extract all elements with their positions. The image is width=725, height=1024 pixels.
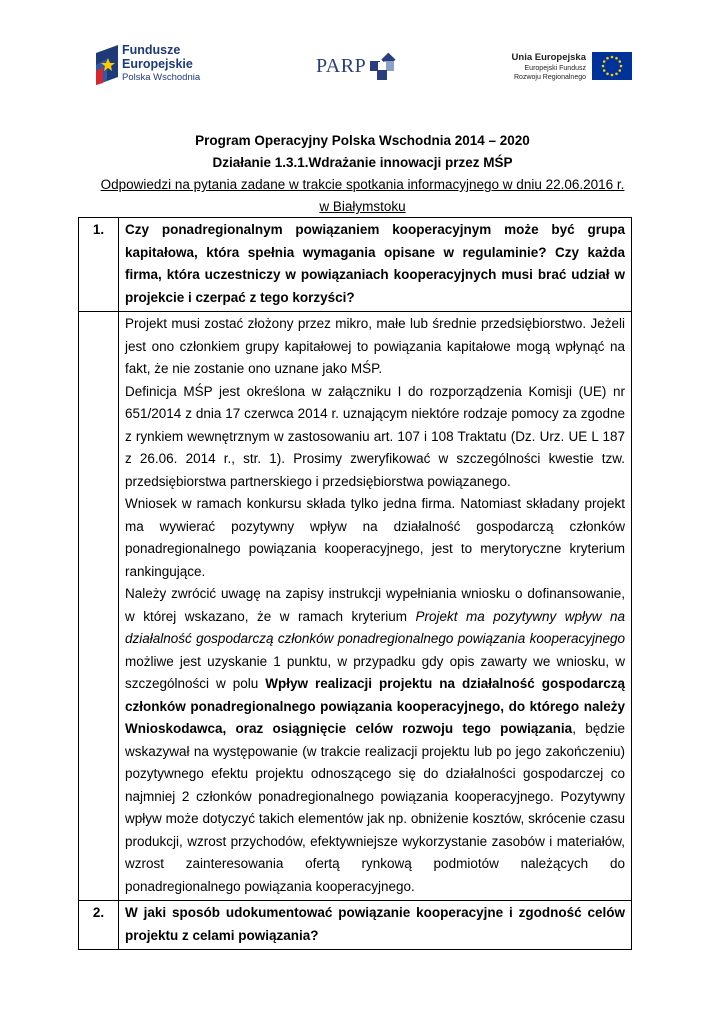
eu-logo-line3: Rozwoju Regionalnego: [514, 74, 586, 81]
eu-logo: [508, 52, 632, 86]
fundusze-europejskie-logo-icon: [94, 45, 120, 87]
answer-paragraph: Wniosek w ramach konkursu składa tylko jedna firma. Natomiast składany projekt ma wywierać pozytywny wpływ na działalność gospodarczą członków ponadregionalnego powiązania kooperacyjnego, jest to merytoryczne kryterium rankingujące.: [125, 496, 625, 579]
question-text: Czy ponadregionalnym powiązaniem kooperacyjnym może być grupa kapitałowa, która spełnia wymagania opisane w regulaminie? Czy każda firma, która uczestniczy w powiązaniach kooperacyjnych musi brać udział w projekcie i czerpać z tego korzyści?: [119, 218, 632, 312]
field-name: Wpływ realizacji projektu na działalność gospodarczą członków ponadregionalnego powiązania kooperacyjnego, do którego należy Wnioskodawca, oraz osiągnięcie celów rozwoju tego powiązania: [125, 676, 625, 736]
parp-logo-text: PARP: [316, 55, 367, 77]
eu-flag-icon: [592, 52, 632, 80]
question-text: W jaki sposób udokumentować powiązanie kooperacyjne i zgodność celów projektu z celami powiązania?: [119, 901, 632, 950]
fundusze-europejskie-logo: [94, 43, 204, 91]
answer-paragraph: Projekt musi zostać złożony przez mikro, małe lub średnie przedsiębiorstwo. Jeżeli jest ono członkiem grupy kapitałowej to powiązania kapitałowe mogą wpłynąć na fakt, że nie zostanie ono uznane jako MŚP.: [125, 316, 625, 376]
subtitle-line2: w Białymstoku: [319, 199, 406, 214]
question-number: 1.: [79, 218, 119, 312]
answer-paragraph: Definicja MŚP jest określona w załączniku I do rozporządzenia Komisji (UE) nr 651/2014 z dnia 17 czerwca 2014 r. uznającym niektóre rodzaje pomocy za zgodne z rynkiem wewnętrznym w zastosowaniu art. 107 i 108 Traktatu (Dz. Urz. UE L 187 z 26.06. 2014 r., str. 1). Prosimy zweryfikować w szczególności kwestie tzw. przedsiębiorstwa partnerskiego i przedsiębiorstwa powiązanego.: [125, 383, 625, 489]
answer-paragraph: [125, 583, 625, 898]
subtitle-line1: Odpowiedzi na pytania zadane w trakcie spotkania informacyjnego w dniu 22.06.2016 r.: [100, 177, 625, 192]
answer-text: możliwe jest uzyskanie 1 punktu, w przypadku gdy opis zawarty we wniosku, w szczególności w polu: [125, 653, 625, 691]
answer-text: , będzie wskazywał na występowanie (w trakcie realizacji projektu lub po jego zakończeniu) pozytywnego efektu projektu odnoszącego się do działalności gospodarczej co najmniej 2 członków ponadregionalnego powiązania kooperacyjnego. Pozytywny wpływ może dotyczyć takich elementów jak np. obniżenie kosztów, skrócenie czasu produkcji, wzrost przychodów, efektywniejsze wykorzystanie zasobów i materiałów, wzrost zainteresowania ofertą rynkową podmiotów należących do ponadregionalnego powiązania kooperacyjnego.: [125, 721, 625, 894]
eu-logo-line1: Unia Europejska: [511, 52, 586, 63]
question-number: 2.: [79, 901, 119, 950]
empty-cell: [79, 312, 119, 901]
fe-logo-line1: Fundusze: [122, 43, 181, 57]
eu-logo-line2: Europejski Fundusz: [524, 65, 586, 72]
fe-logo-line2: Europejskie: [122, 57, 193, 71]
qa-table: [78, 217, 632, 950]
fe-logo-line3: Polska Wschodnia: [122, 72, 201, 83]
table-row: [79, 218, 632, 312]
answer-text: Należy zwrócić uwagę na zapisy instrukcji wypełniania wniosku o dofinansowanie, w której wskazano, że w ramach kryterium: [125, 586, 625, 624]
document-titles: [94, 130, 631, 218]
parp-logo: [316, 52, 398, 82]
criterion-name: Projekt ma pozytywny wpływ na działalność gospodarczą członków ponadregionalnego powiązania kooperacyjnego: [125, 608, 625, 646]
program-title: Program Operacyjny Polska Wschodnia 2014 – 2020: [195, 133, 530, 148]
answer-cell: [119, 312, 632, 901]
table-row: [79, 312, 632, 901]
table-row: [79, 901, 632, 950]
action-title: Działanie 1.3.1.Wdrażanie innowacji przez MŚP: [212, 155, 513, 170]
parp-logo-icon: [368, 52, 396, 80]
